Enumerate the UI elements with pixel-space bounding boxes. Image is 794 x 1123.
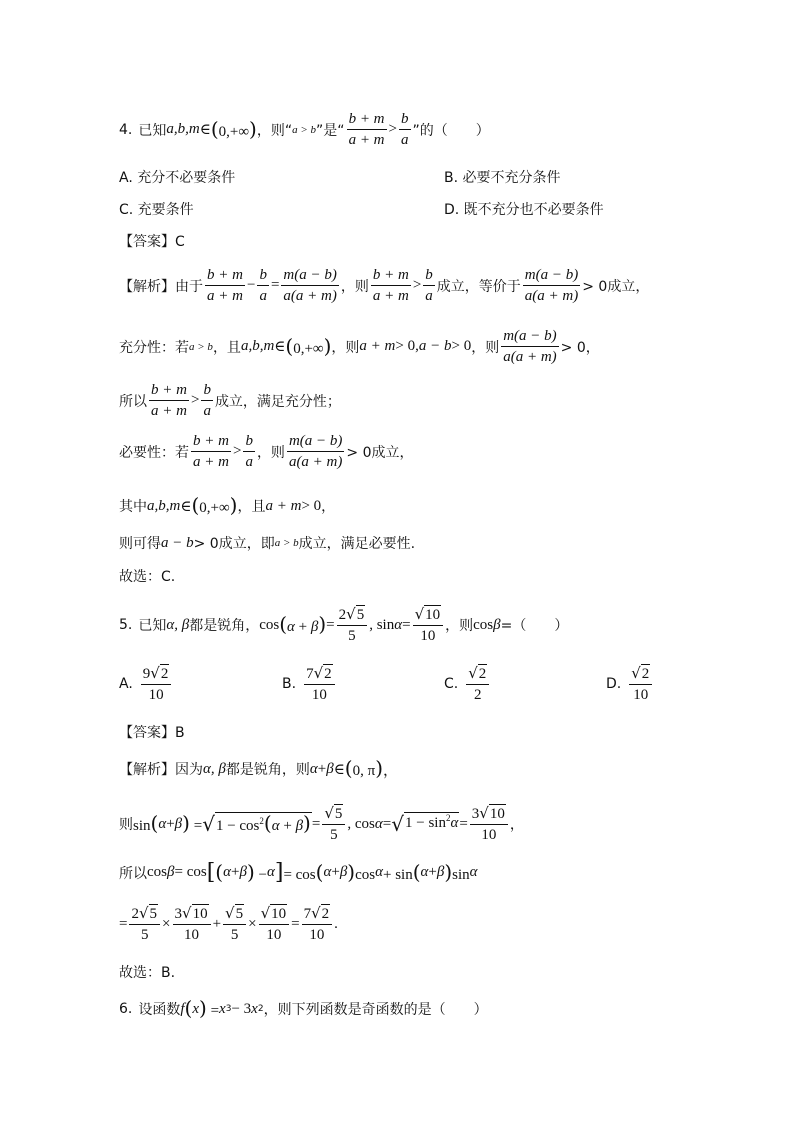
q4-option-a: A. 充分不必要条件	[119, 170, 236, 186]
q5-option-a: A. 9 √ 2 10	[119, 664, 173, 704]
q5-answer: 【答案】B	[119, 725, 185, 741]
q4-conclusion: 故选：C.	[119, 569, 176, 585]
q4-option-d: D. 既不充分也不必要条件	[444, 202, 604, 218]
question-number: 4.	[119, 121, 133, 138]
question-number: 6.	[119, 1001, 133, 1017]
q5-analysis-line2: 则 sin( α + β ) = √ $1 - \cos^2(\alpha + \beta)$ = √ 5 5 , cos α = √ $1 - \sin^2\alpha$ = 3 √ 10 10 ，	[119, 804, 524, 843]
q4-option-b: B. 必要不充分条件	[444, 170, 561, 186]
q5-analysis-line3: 所以 cos β = cos [ ( α + β ) − α ] = cos( α + β )cos α + sin( α + β )sin α	[119, 859, 478, 885]
q5-analysis-line4: = 2 √ 5 5 × 3 √ 10 10 + √ 5 5 × √ 10 10 = 7 √ 2 10 .	[119, 904, 338, 943]
q5-option-d: D. √ 2 10	[606, 664, 654, 704]
question-number: 5.	[119, 617, 133, 633]
q4-answer: 【答案】C	[119, 234, 185, 250]
q5-option-c: C. √ 2 2	[444, 664, 491, 704]
q4-stem: 4. 已知 a,b,m ∈ (0,+∞) ，则“ a > b ”是“ $\frac{b + m}{a + m}$ > $\frac{b}{a}$ ”的（ ）	[119, 111, 490, 148]
q5-conclusion: 故选：B.	[119, 965, 176, 981]
q4-option-c: C. 充要条件	[119, 202, 194, 218]
q4-analysis-line4: 必要性：若 $\frac{b + m}{a + m}$ > $\frac{b}{a}$ ，则 $\frac{m(a - b)}{a(a + m)}$ > 0成立，	[119, 433, 414, 470]
q4-analysis-line1: 【解析】 由于 $\frac{b + m}{a + m}$ − $\frac{b}{a}$ = $\frac{m(a - b)}{a(a + m)}$ ，则 $\frac{b + m}{a + m}$ > $\frac{b}{a}$ 成立，等价于 $\frac{m(a - b)}{a(a + m)}$ > 0成立，	[119, 267, 650, 304]
q5-stem: 5. 已知 α, β 都是锐角， cos (α + β) = 2 √ 5 5 , sin α = √ 10 10 ，则 cos β =（ ）	[119, 605, 569, 644]
q6-stem: 6. 设函数 f ( x ) = x 3 − 3 x 2 ，则下列函数是奇函数的是（ ）	[119, 996, 488, 1020]
q4-analysis-line6: 则可得 a − b > 0成立，即 a > b 成立，满足必要性.	[119, 534, 416, 552]
q4-analysis-line3: 所以 $\frac{b + m}{a + m}$ > $\frac{b}{a}$ 成立，满足充分性；	[119, 382, 341, 419]
q4-analysis-line5: 其中 a,b,m ∈ (0,+∞) ，且 a + m > 0 ，	[119, 493, 336, 517]
q5-analysis-line1: 【解析】 因为 α, β 都是锐角，则 α + β ∈ (0, π)，	[119, 756, 399, 780]
q5-option-b: B. 7 √ 2 10	[282, 664, 337, 704]
q4-analysis-line2: 充分性：若 a > b ，且 a,b,m ∈ (0,+∞) ，则 a + m > 0, a − b > 0 ，则 $\frac{m(a - b)}{a(a + m)}$ > 0，	[119, 328, 600, 365]
